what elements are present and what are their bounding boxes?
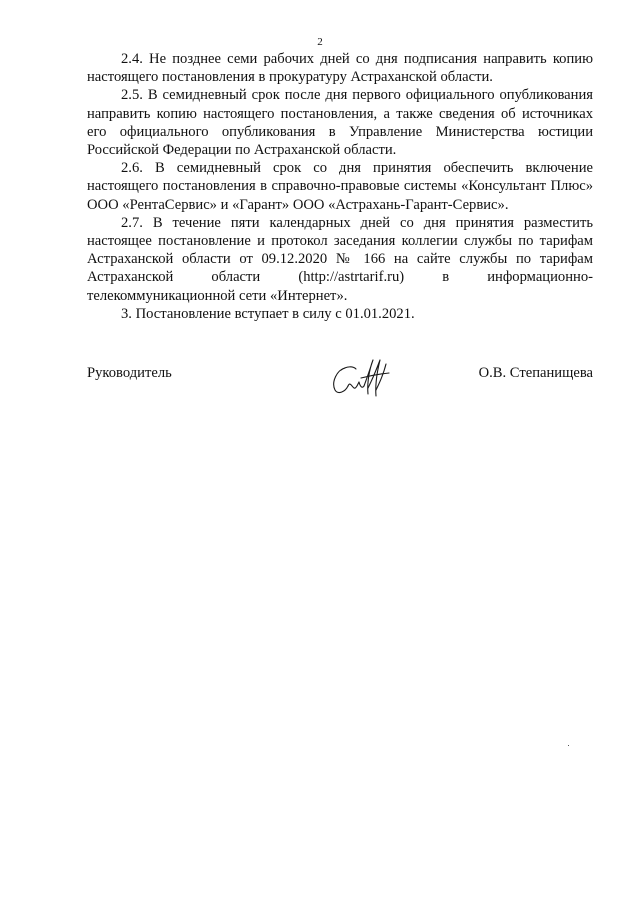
scan-speck	[568, 745, 569, 746]
handwritten-signature	[323, 354, 403, 400]
signature-block	[87, 354, 593, 404]
paragraph-2-7: 2.7. В течение пяти календарных дней со дня принятия разместить настоящее постановление и протокол заседания коллегии службы по тарифам Астраханской области от 09.12.2020 № 166 на сайте службы по тарифам Астраханской области (http://astrtarif.ru) в информационно-телекоммуникационной сети «Интернет».	[87, 214, 593, 304]
paragraph-2-6: 2.6. В семидневный срок со дня принятия обеспечить включение настоящего постановления в справочно-правовые системы «Консультант Плюс» ООО «РентаСервис» и «Гарант» ООО «Астрахань-Гарант-Сервис».	[87, 160, 593, 213]
paragraph-2-4: 2.4. Не позднее семи рабочих дней со дня подписания направить копию настоящего постановления в прокуратуру Астраханской области.	[87, 51, 593, 86]
document-body	[87, 50, 593, 323]
paragraph-3: 3. Постановление вступает в силу с 01.01.2021.	[121, 305, 415, 322]
signatory-title: Руководитель	[87, 365, 172, 381]
page-number: 2	[317, 36, 323, 48]
signatory-name: О.В. Степанищева	[478, 365, 593, 381]
paragraph-2-5: 2.5. В семидневный срок после дня первого официального опубликования направить копию настоящего постановления, а также сведения об источниках его официального опубликования в Управление Министерства юстиции Российской Федерации по Астраханской области.	[87, 87, 593, 159]
